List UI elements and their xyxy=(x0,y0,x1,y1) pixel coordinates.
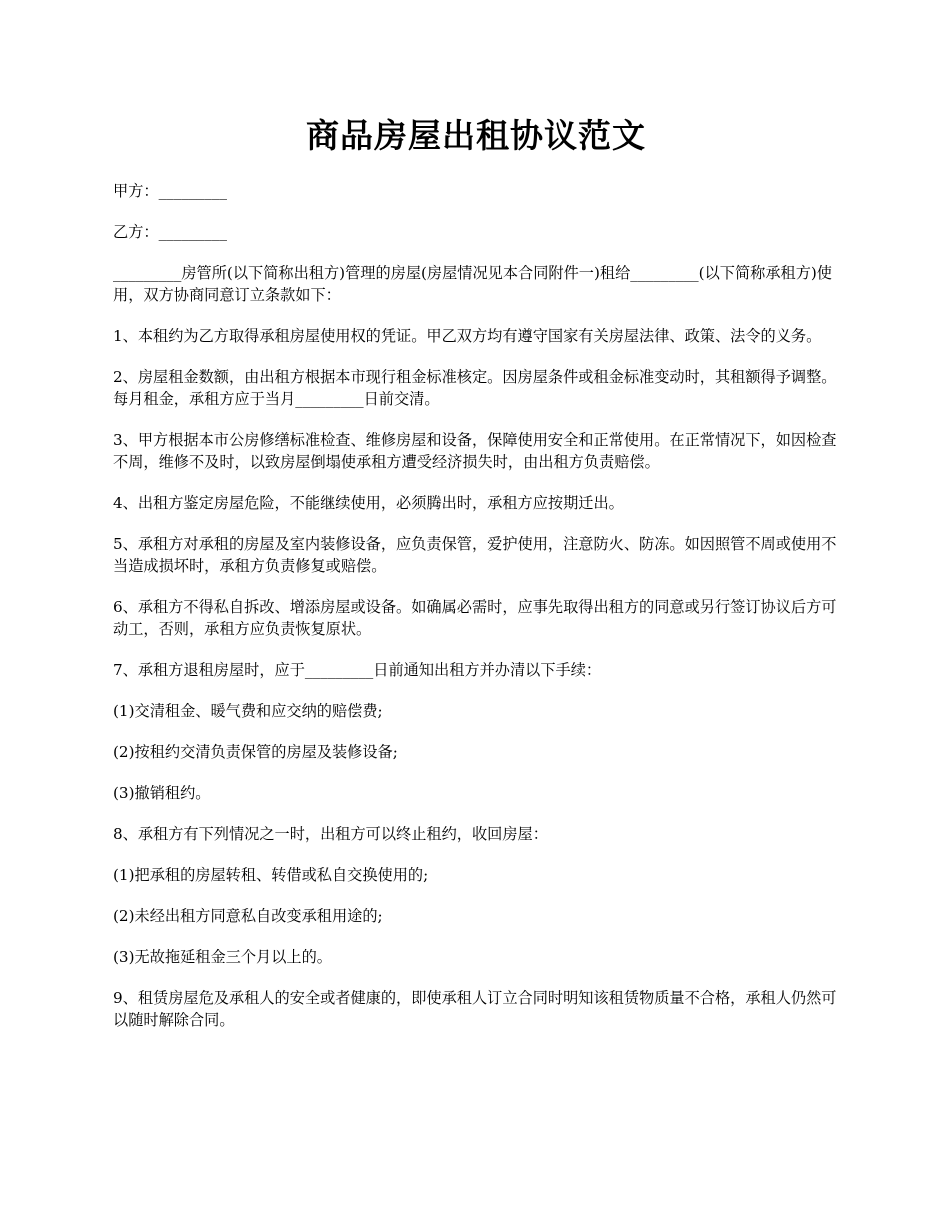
clause-4: 4、出租方鉴定房屋危险，不能继续使用，必须腾出时，承租方应按期迁出。 xyxy=(113,494,624,512)
clause-5: 5、承租方对承租的房屋及室内装修设备，应负责保管，爱护使用，注意防火、防冻。如因照管不周或使用不当造成损坏时，承租方负责修复或赔偿。 xyxy=(113,535,837,575)
clause-6: 6、承租方不得私自拆改、增添房屋或设备。如确属必需时，应事先取得出租方的同意或另行签订协议后方可动工，否则，承租方应负责恢复原状。 xyxy=(113,598,837,638)
party-a-line: 甲方：_________ xyxy=(113,182,227,200)
clause-7-item-1: (1)交清租金、暖气费和应交纳的赔偿费; xyxy=(113,702,383,720)
clause-8-item-2: (2)未经出租方同意私自改变承租用途的; xyxy=(113,907,383,925)
clause-2: 2、房屋租金数额，由出租方根据本市现行租金标准核定。因房屋条件或租金标准变动时，其租额得予调整。每月租金，承租方应于当月_________日前交清。 xyxy=(113,368,837,408)
clause-7-item-3: (3)撤销租约。 xyxy=(113,784,211,802)
clause-8-item-1: (1)把承租的房屋转租、转借或私自交换使用的; xyxy=(113,866,429,884)
clause-1: 1、本租约为乙方取得承租房屋使用权的凭证。甲乙双方均有遵守国家有关房屋法律、政策、法令的义务。 xyxy=(113,327,822,345)
document-body xyxy=(113,180,839,1050)
clause-9: 9、租赁房屋危及承租人的安全或者健康的，即使承租人订立合同时明知该租赁物质量不合格，承租人仍然可以随时解除合同。 xyxy=(113,989,837,1029)
clause-7-item-2: (2)按租约交清负责保管的房屋及装修设备; xyxy=(113,743,398,761)
clause-7: 7、承租方退租房屋时，应于_________日前通知出租方并办清以下手续： xyxy=(113,661,602,679)
clause-8-item-3: (3)无故拖延租金三个月以上的。 xyxy=(113,948,332,966)
party-b-line: 乙方：_________ xyxy=(113,223,227,241)
clause-8: 8、承租方有下列情况之一时，出租方可以终止租约，收回房屋： xyxy=(113,825,548,843)
document-title: 商品房屋出租协议范文 xyxy=(306,116,646,155)
intro-paragraph: _________房管所(以下简称出租方)管理的房屋(房屋情况见本合同附件一)租给_________(以下简称承租方)使用，双方协商同意订立条款如下： xyxy=(113,264,832,304)
clause-3: 3、甲方根据本市公房修缮标准检查、维修房屋和设备，保障使用安全和正常使用。在正常情况下，如因检查不周，维修不及时，以致房屋倒塌使承租方遭受经济损失时，由出租方负责赔偿。 xyxy=(113,431,837,471)
